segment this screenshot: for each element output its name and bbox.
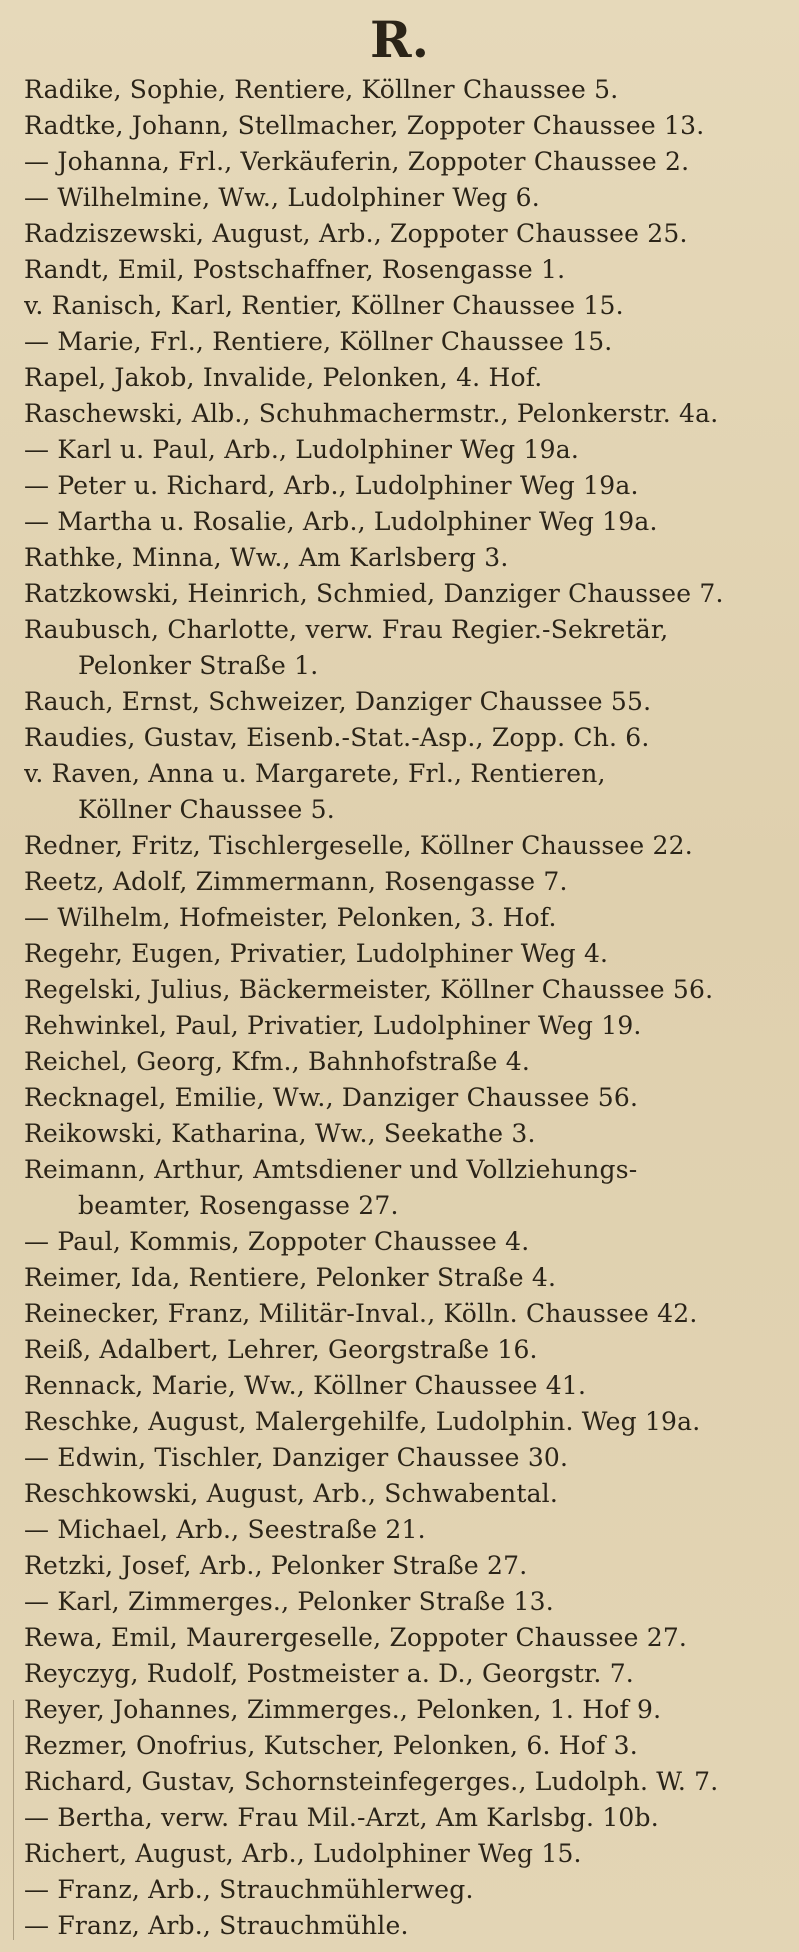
directory-entry: — Marie, Frl., Rentiere, Köllner Chaussee 15. bbox=[24, 327, 613, 356]
directory-entry: Randt, Emil, Postschaffner, Rosengasse 1. bbox=[24, 255, 566, 284]
directory-entry: Reiß, Adalbert, Lehrer, Georgstraße 16. bbox=[24, 1335, 538, 1364]
directory-entry: Radike, Sophie, Rentiere, Köllner Chaussee 5. bbox=[24, 75, 619, 104]
directory-entry: — Edwin, Tischler, Danziger Chaussee 30. bbox=[24, 1443, 569, 1472]
directory-entry: Recknagel, Emilie, Ww., Danziger Chaussee 56. bbox=[24, 1083, 639, 1112]
directory-entry: — Michael, Arb., Seestraße 21. bbox=[24, 1515, 426, 1544]
directory-entry: — Franz, Arb., Strauchmühle. bbox=[24, 1911, 409, 1940]
directory-entry: Regelski, Julius, Bäckermeister, Köllner Chaussee 56. bbox=[24, 975, 714, 1004]
directory-entry: Radziszewski, August, Arb., Zoppoter Chaussee 25. bbox=[24, 219, 688, 248]
directory-entry: Reinecker, Franz, Militär-Inval., Kölln. Chaussee 42. bbox=[24, 1299, 698, 1328]
entry-continuation-line: Pelonker Straße 1. bbox=[78, 651, 319, 680]
directory-entry: Reyczyg, Rudolf, Postmeister a. D., Georgstr. 7. bbox=[24, 1659, 634, 1688]
directory-entry: Reichel, Georg, Kfm., Bahnhofstraße 4. bbox=[24, 1047, 531, 1076]
margin-rule bbox=[13, 1700, 14, 1940]
directory-entry: v. Ranisch, Karl, Rentier, Köllner Chaussee 15. bbox=[24, 291, 624, 320]
directory-entry: v. Raven, Anna u. Margarete, Frl., Rentieren, bbox=[24, 759, 606, 788]
entry-continuation-line: Köllner Chaussee 5. bbox=[78, 795, 335, 824]
directory-entry: Rewa, Emil, Maurergeselle, Zoppoter Chaussee 27. bbox=[24, 1623, 688, 1652]
directory-entry: Reimann, Arthur, Amtsdiener und Vollziehungs- bbox=[24, 1155, 638, 1184]
directory-entry: Redner, Fritz, Tischlergeselle, Köllner Chaussee 22. bbox=[24, 831, 693, 860]
directory-entry: Rathke, Minna, Ww., Am Karlsberg 3. bbox=[24, 543, 509, 572]
entry-continuation-line: beamter, Rosengasse 27. bbox=[78, 1191, 399, 1220]
directory-entry: Radtke, Johann, Stellmacher, Zoppoter Chaussee 13. bbox=[24, 111, 705, 140]
directory-entry: Reimer, Ida, Rentiere, Pelonker Straße 4. bbox=[24, 1263, 557, 1292]
directory-entry: Reschkowski, August, Arb., Schwabental. bbox=[24, 1479, 559, 1508]
directory-entry: Richert, August, Arb., Ludolphiner Weg 15. bbox=[24, 1839, 582, 1868]
directory-entry: Richard, Gustav, Schornsteinfegerges., Ludolph. W. 7. bbox=[24, 1767, 719, 1796]
directory-entry: — Wilhelmine, Ww., Ludolphiner Weg 6. bbox=[24, 183, 540, 212]
directory-entry: Regehr, Eugen, Privatier, Ludolphiner Weg 4. bbox=[24, 939, 609, 968]
directory-entry: Rauch, Ernst, Schweizer, Danziger Chaussee 55. bbox=[24, 687, 652, 716]
directory-entry: Ratzkowski, Heinrich, Schmied, Danziger Chaussee 7. bbox=[24, 579, 724, 608]
section-heading: R. bbox=[370, 10, 429, 69]
directory-entry: Reikowski, Katharina, Ww., Seekathe 3. bbox=[24, 1119, 536, 1148]
directory-entry: — Johanna, Frl., Verkäuferin, Zoppoter Chaussee 2. bbox=[24, 147, 690, 176]
directory-entry: — Peter u. Richard, Arb., Ludolphiner Weg 19a. bbox=[24, 471, 639, 500]
directory-entry: Rennack, Marie, Ww., Köllner Chaussee 41. bbox=[24, 1371, 587, 1400]
directory-entry: Raubusch, Charlotte, verw. Frau Regier.-Sekretär, bbox=[24, 615, 669, 644]
directory-entry: — Paul, Kommis, Zoppoter Chaussee 4. bbox=[24, 1227, 530, 1256]
directory-entry: Raudies, Gustav, Eisenb.-Stat.-Asp., Zopp. Ch. 6. bbox=[24, 723, 650, 752]
directory-entry: — Karl, Zimmerges., Pelonker Straße 13. bbox=[24, 1587, 554, 1616]
directory-entry: Reetz, Adolf, Zimmermann, Rosengasse 7. bbox=[24, 867, 568, 896]
directory-entry: — Wilhelm, Hofmeister, Pelonken, 3. Hof. bbox=[24, 903, 557, 932]
directory-entry: Reyer, Johannes, Zimmerges., Pelonken, 1. Hof 9. bbox=[24, 1695, 662, 1724]
directory-entry: Retzki, Josef, Arb., Pelonker Straße 27. bbox=[24, 1551, 528, 1580]
directory-entry: — Martha u. Rosalie, Arb., Ludolphiner Weg 19a. bbox=[24, 507, 658, 536]
directory-entry: — Bertha, verw. Frau Mil.-Arzt, Am Karlsbg. 10b. bbox=[24, 1803, 659, 1832]
directory-entry: Reschke, August, Malergehilfe, Ludolphin. Weg 19a. bbox=[24, 1407, 701, 1436]
directory-entry: Raschewski, Alb., Schuhmachermstr., Pelonkerstr. 4a. bbox=[24, 399, 719, 428]
directory-entry: Rapel, Jakob, Invalide, Pelonken, 4. Hof. bbox=[24, 363, 543, 392]
directory-entry: Rezmer, Onofrius, Kutscher, Pelonken, 6. Hof 3. bbox=[24, 1731, 638, 1760]
directory-entry: — Karl u. Paul, Arb., Ludolphiner Weg 19a. bbox=[24, 435, 579, 464]
directory-entry: Rehwinkel, Paul, Privatier, Ludolphiner Weg 19. bbox=[24, 1011, 642, 1040]
directory-entry: — Franz, Arb., Strauchmühlerweg. bbox=[24, 1875, 474, 1904]
